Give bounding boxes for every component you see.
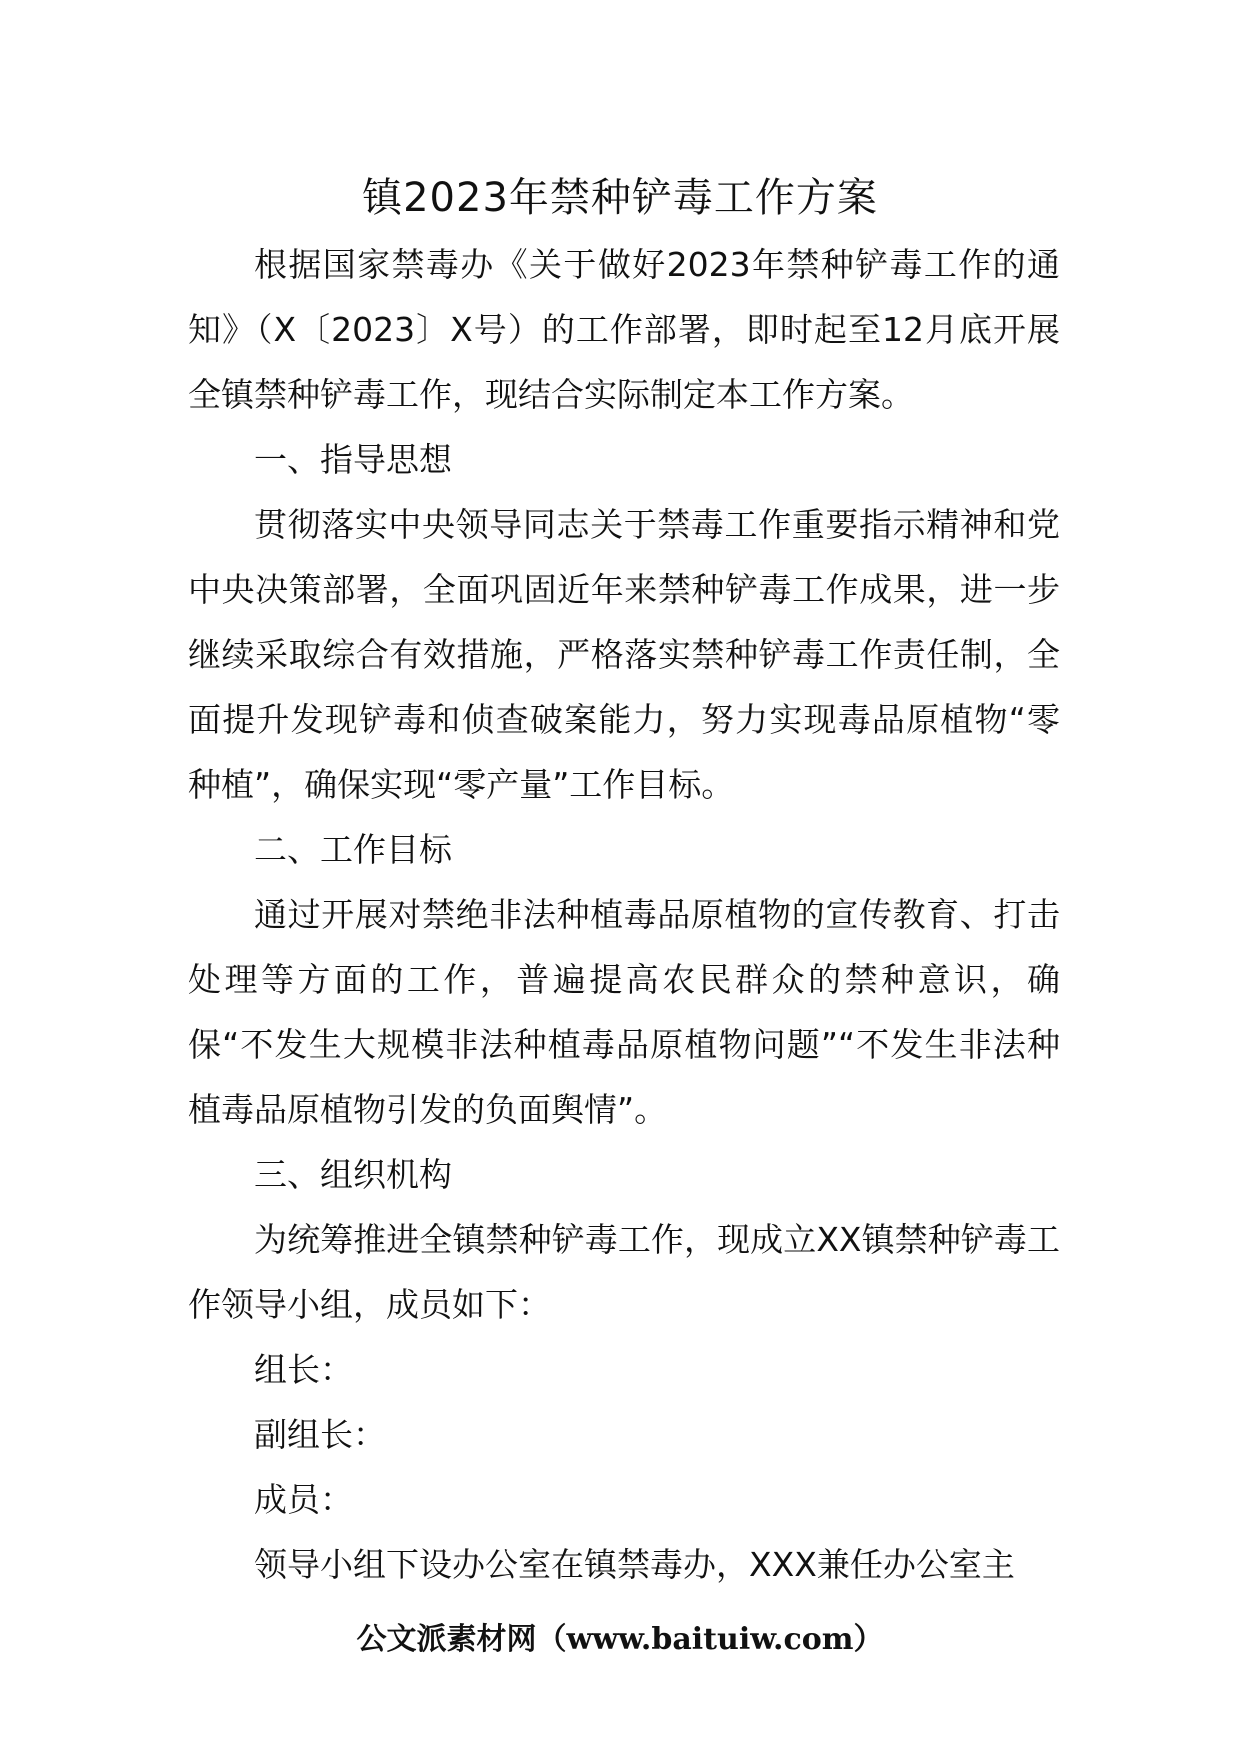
document-title: 镇2023年禁种铲毒工作方案 xyxy=(362,175,878,221)
section-heading-work-goals: 二、工作目标 xyxy=(254,830,452,869)
footer-watermark: 公文派素材网（www.baituiw.com） xyxy=(356,1622,884,1657)
paragraph-intro: 根据国家禁毒办《关于做好2023年禁种铲毒工作的通知》（X〔2023〕X号）的工作部署，即时起至12月底开展全镇禁种铲毒工作，现结合实际制定本工作方案。 xyxy=(188,245,1060,414)
paragraph-guiding-thought: 贯彻落实中央领导同志关于禁毒工作重要指示精神和党中央决策部署，全面巩固近年来禁种铲毒工作成果，进一步继续采取综合有效措施，严格落实禁种铲毒工作责任制，全面提升发现铲毒和侦查破案能力，努力实现毒品原植物“零种植”，确保实现“零产量”工作目标。 xyxy=(188,505,1060,804)
document-body xyxy=(188,232,1060,1597)
paragraph-work-goals: 通过开展对禁绝非法种植毒品原植物的宣传教育、打击处理等方面的工作，普遍提高农民群众的禁种意识，确保“不发生大规模非法种植毒品原植物问题”“不发生非法种植毒品原植物引发的负面舆情”。 xyxy=(188,895,1060,1129)
deputy-leader-line: 副组长： xyxy=(254,1415,386,1454)
section-heading-guiding-thought: 一、指导思想 xyxy=(254,440,452,479)
members-line: 成员： xyxy=(254,1480,353,1519)
team-leader-line: 组长： xyxy=(254,1350,353,1389)
paragraph-organization: 为统筹推进全镇禁种铲毒工作，现成立XX镇禁种铲毒工作领导小组，成员如下： xyxy=(188,1220,1060,1324)
section-heading-organization: 三、组织机构 xyxy=(254,1155,452,1194)
paragraph-office: 领导小组下设办公室在镇禁毒办，XXX兼任办公室主 xyxy=(254,1545,1015,1584)
